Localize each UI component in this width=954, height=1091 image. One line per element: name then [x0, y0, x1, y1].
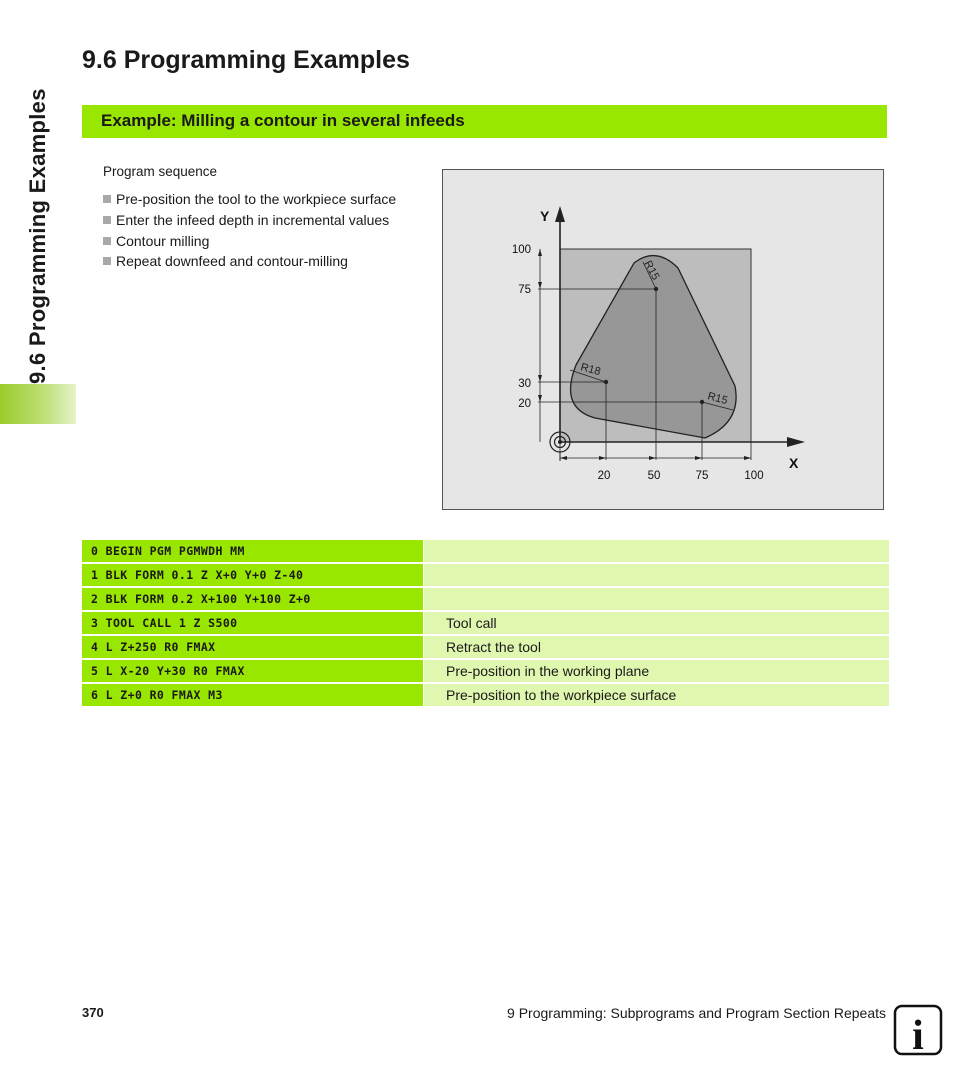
- x-axis-arrow-icon: [787, 437, 805, 447]
- nc-comment-cell: [423, 540, 889, 564]
- nc-code-cell: 3 TOOL CALL 1 Z S500: [82, 612, 423, 636]
- list-item: [103, 189, 396, 210]
- nc-comment-cell: Pre-position in the working plane: [423, 660, 889, 684]
- radius-label: R15: [641, 258, 662, 283]
- x-tick-label: 20: [597, 470, 611, 482]
- contour-drawing-svg: [443, 170, 885, 511]
- program-sequence-label: Program sequence: [103, 164, 218, 179]
- nc-code-cell: 6 L Z+0 R0 FMAX M3: [82, 684, 423, 708]
- contour-drawing: [442, 169, 884, 510]
- y-axis-label: Y: [540, 208, 550, 224]
- page-title: 9.6 Programming Examples: [82, 46, 410, 74]
- table-row: [82, 684, 889, 708]
- x-tick-label: 50: [647, 470, 661, 482]
- nc-program-table: [82, 540, 889, 708]
- program-sequence-list: [103, 189, 396, 272]
- info-icon: [893, 1004, 943, 1056]
- y-axis-arrow-icon: [555, 206, 565, 222]
- table-row: [82, 588, 889, 612]
- radius-label: R18: [579, 361, 602, 379]
- step-text: Contour milling: [116, 232, 210, 249]
- step-text: Repeat downfeed and contour-milling: [116, 253, 348, 270]
- nc-code-cell: 5 L X-20 Y+30 R0 FMAX: [82, 660, 423, 684]
- y-tick-label: 100: [511, 244, 531, 256]
- nc-comment-cell: Tool call: [423, 612, 889, 636]
- info-glyph: i: [912, 1013, 924, 1056]
- side-tab-marker: [0, 384, 76, 424]
- list-item: [103, 251, 396, 272]
- nc-code-cell: 4 L Z+250 R0 FMAX: [82, 636, 423, 660]
- nc-code-cell: 2 BLK FORM 0.2 X+100 Y+100 Z+0: [82, 588, 423, 612]
- square-bullet-icon: [103, 237, 111, 245]
- list-item: [103, 210, 396, 231]
- table-row: [82, 660, 889, 684]
- table-row: [82, 636, 889, 660]
- nc-comment-cell: [423, 588, 889, 612]
- radius-label: R15: [706, 390, 729, 408]
- list-item: [103, 230, 396, 251]
- y-tick-label: 30: [518, 378, 531, 390]
- step-text: Enter the infeed depth in incremental values: [116, 212, 390, 229]
- nc-comment-cell: Retract the tool: [423, 636, 889, 660]
- x-axis-label: X: [789, 455, 799, 471]
- chapter-title: 9 Programming: Subprograms and Program Section Repeats: [507, 1005, 886, 1021]
- nc-comment-cell: [423, 564, 889, 588]
- table-row: [82, 564, 889, 588]
- nc-comment-cell: Pre-position to the workpiece surface: [423, 684, 889, 708]
- nc-code-cell: 1 BLK FORM 0.1 Z X+0 Y+0 Z-40: [82, 564, 423, 588]
- nc-code-cell: 0 BEGIN PGM PGMWDH MM: [82, 540, 423, 564]
- table-row: [82, 540, 889, 564]
- x-tick-label: 75: [695, 470, 709, 482]
- section-header: [82, 105, 887, 138]
- step-text: Pre-position the tool to the workpiece surface: [116, 191, 397, 208]
- square-bullet-icon: [103, 216, 111, 224]
- x-tick-label: 100: [744, 470, 764, 482]
- y-tick-label: 20: [518, 398, 531, 410]
- side-tab-label: 9.6 Programming Examples: [25, 88, 50, 384]
- square-bullet-icon: [103, 195, 111, 203]
- square-bullet-icon: [103, 257, 111, 265]
- side-chapter-tab: [0, 0, 76, 430]
- y-tick-label: 75: [518, 284, 531, 296]
- page-number: 370: [82, 1005, 104, 1020]
- table-row: [82, 612, 889, 636]
- section-title: Example: Milling a contour in several infeeds: [101, 111, 465, 130]
